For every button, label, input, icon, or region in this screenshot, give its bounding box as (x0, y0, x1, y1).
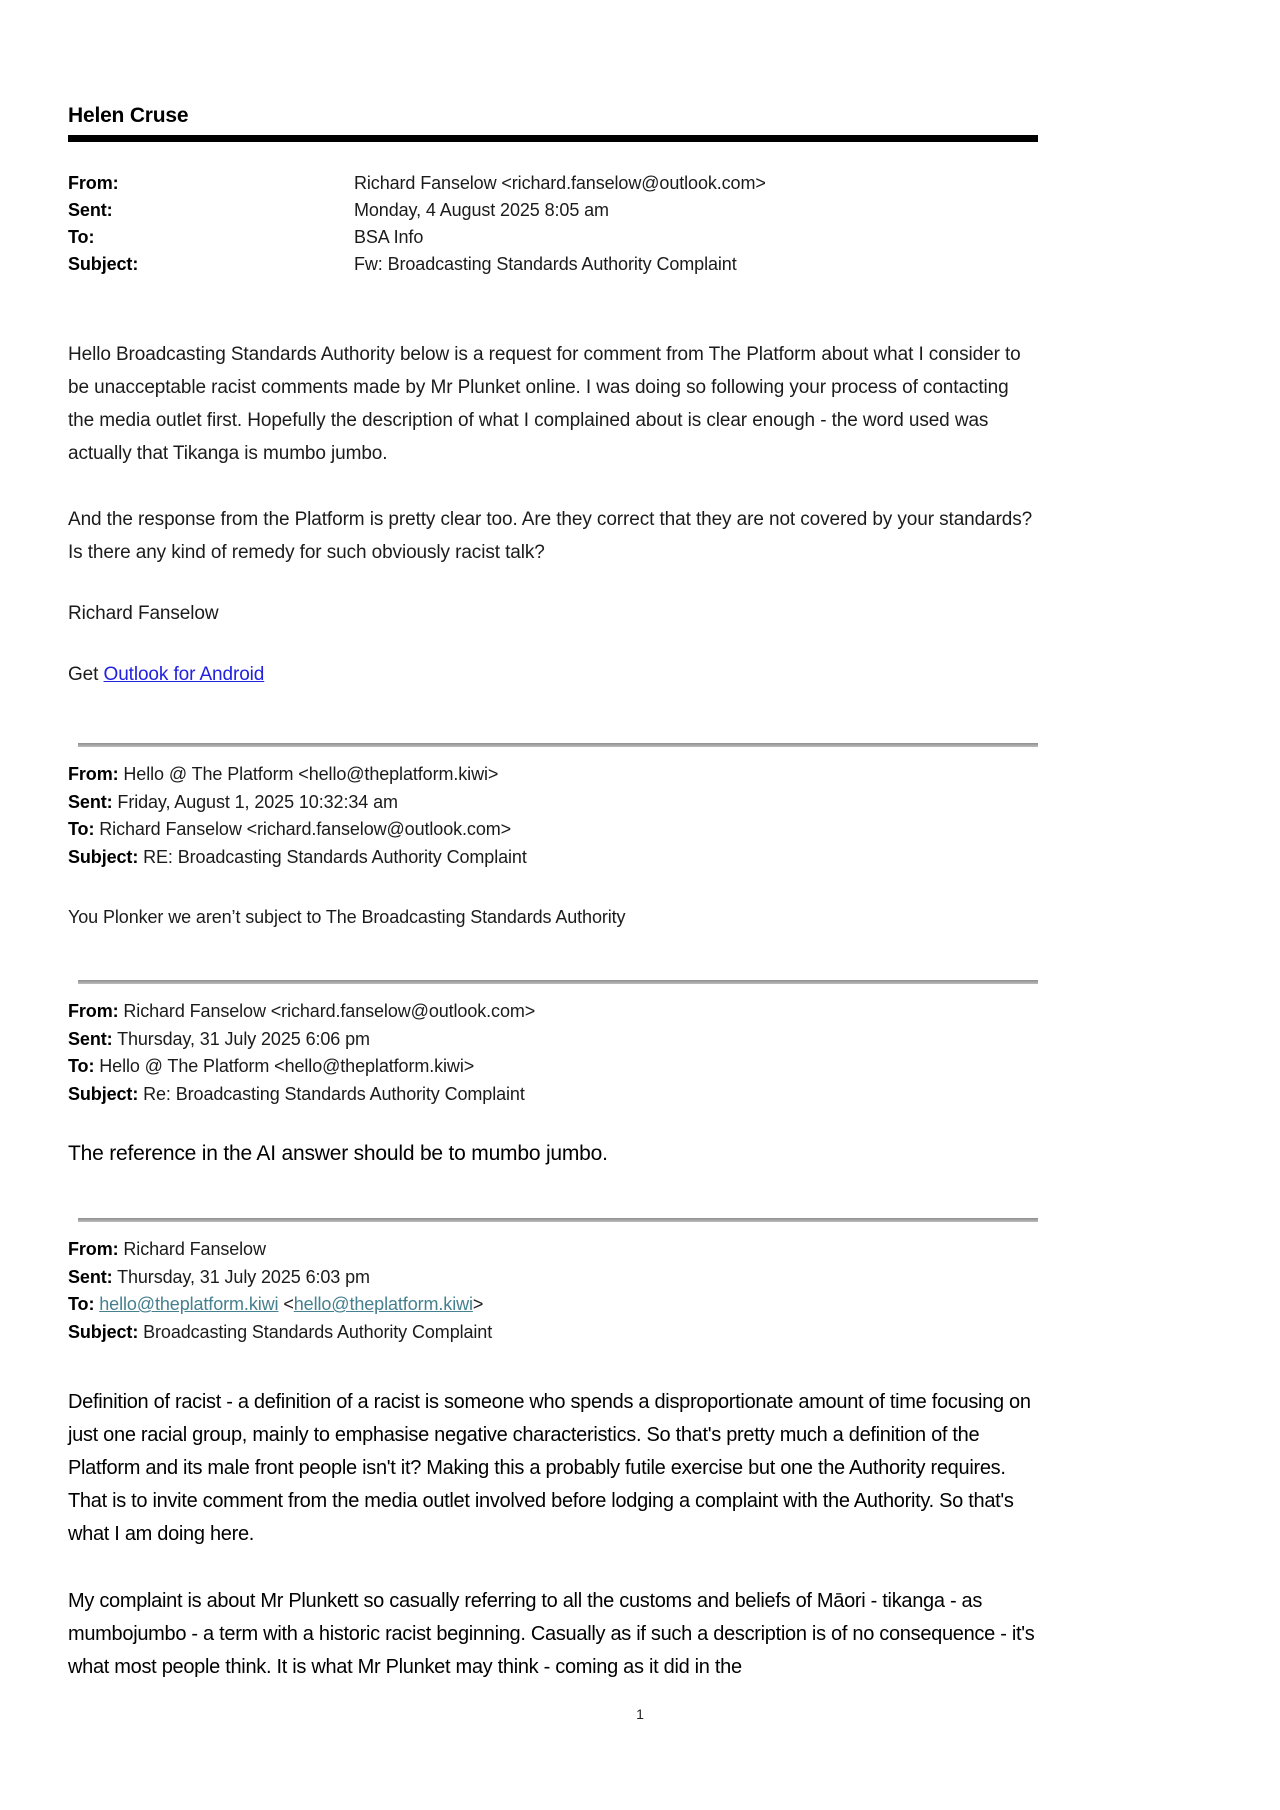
q1-sent-line (68, 789, 1038, 817)
q2-to-line (68, 1053, 1038, 1081)
q2-sent-value: Thursday, 31 July 2025 6:06 pm (117, 1028, 370, 1049)
header-row-from (68, 170, 1038, 197)
main-email-paragraph-1: Hello Broadcasting Standards Authority below is a request for comment from The Platform about what I consider to be unacceptable racist comments made by Mr Plunket online. I was doing so following your process of contacting the media outlet first. Hopefully the description of what I complained about is clear enough - the word used was actually that Tikanga is mumbo jumbo. (68, 344, 1021, 464)
q1-from-line (68, 761, 1038, 789)
page-number: 1 (636, 1706, 644, 1722)
q1-from-label: From: (68, 764, 119, 784)
signature: Richard Fanselow (68, 603, 219, 624)
main-email-headers (68, 170, 1038, 278)
q2-subject-value: Re: Broadcasting Standards Authority Complaint (143, 1083, 525, 1104)
subject-value: Fw: Broadcasting Standards Authority Complaint (354, 254, 737, 274)
q3-to-email-link-2[interactable]: hello@theplatform.kiwi (293, 1294, 473, 1314)
q3-sent-value: Thursday, 31 July 2025 6:03 pm (117, 1266, 370, 1287)
q2-subject-label: Subject: (68, 1083, 139, 1104)
quoted-email-2-headers (68, 998, 1038, 1108)
quoted-email-2-body: The reference in the AI answer should be to mumbo jumbo. (68, 1142, 608, 1165)
definition-paragraph: Definition of racist - a definition of a racist is someone who spends a disproportionate amount of time focusing on just one racial group, mainly to emphasise negative characteristics. So that's pretty much a definition of the Platform and its male front people isn't it? Making this a probably futile exercise but one the Authority requires. That is to invite comment from the media outlet involved before lodging a complaint with the Authority. So that's what I am doing here. (68, 1391, 1031, 1545)
to-label: To: (68, 227, 95, 247)
quoted-email-1-body: You Plonker we aren’t subject to The Broadcasting Standards Authority (68, 907, 626, 927)
q1-subject-value: RE: Broadcasting Standards Authority Complaint (143, 846, 527, 867)
q3-to-label: To: (68, 1294, 95, 1314)
q2-to-label: To: (68, 1056, 95, 1076)
q2-subject-line (68, 1081, 1038, 1109)
q3-sent-line (68, 1264, 1038, 1292)
to-value: BSA Info (354, 227, 424, 247)
q1-to-label: To: (68, 819, 95, 839)
q1-from-value: Hello @ The Platform <hello@theplatform.kiwi> (123, 764, 499, 784)
q2-from-line (68, 998, 1038, 1026)
message-divider-3 (78, 1218, 1038, 1222)
q2-from-label: From: (68, 1001, 119, 1021)
from-label: From: (68, 173, 119, 193)
q3-sent-label: Sent: (68, 1266, 113, 1287)
q3-to-email-link-1[interactable]: hello@theplatform.kiwi (99, 1294, 279, 1314)
q3-subject-value: Broadcasting Standards Authority Complaint (143, 1321, 493, 1342)
email-document (68, 104, 1038, 1684)
q2-to-value: Hello @ The Platform <hello@theplatform.kiwi> (99, 1056, 475, 1076)
header-row-sent (68, 197, 1038, 224)
q2-from-value: Richard Fanselow <richard.fanselow@outlook.com> (123, 1001, 536, 1021)
subject-label: Subject: (68, 254, 139, 274)
get-text: Get (68, 664, 99, 685)
sent-label: Sent: (68, 200, 113, 220)
q3-subject-line (68, 1319, 1038, 1347)
q3-to-bracket-close: > (472, 1294, 484, 1314)
sent-value: Monday, 4 August 2025 8:05 am (354, 200, 609, 220)
q2-sent-line (68, 1026, 1038, 1054)
quoted-email-1-headers (68, 761, 1038, 871)
main-email-paragraph-2: And the response from the Platform is pretty clear too. Are they correct that they are not covered by your standards? Is there any kind of remedy for such obviously racist talk? (68, 509, 1033, 563)
q1-to-line (68, 816, 1038, 844)
from-value: Richard Fanselow <richard.fanselow@outlook.com> (354, 173, 766, 193)
q1-subject-line (68, 844, 1038, 872)
complaint-paragraph: My complaint is about Mr Plunkett so casually referring to all the customs and beliefs of Māori - tikanga - as mumbojumbo - a term with a historic racist beginning. Casually as if such a description is of no consequence - it's what most people think. It is what Mr Plunket may think - coming as it did in the (68, 1590, 1035, 1678)
q3-to-bracket-open: < (283, 1294, 294, 1314)
q1-subject-label: Subject: (68, 846, 139, 867)
q2-sent-label: Sent: (68, 1028, 113, 1049)
quoted-email-3-headers (68, 1236, 1038, 1346)
q1-sent-value: Friday, August 1, 2025 10:32:34 am (117, 791, 398, 812)
q3-from-value: Richard Fanselow (123, 1239, 266, 1259)
q3-from-label: From: (68, 1239, 119, 1259)
q1-sent-label: Sent: (68, 791, 113, 812)
q3-from-line (68, 1236, 1038, 1264)
outlook-for-android-link[interactable]: Outlook for Android (103, 664, 265, 685)
message-divider-2 (78, 980, 1038, 984)
q3-subject-label: Subject: (68, 1321, 139, 1342)
q1-to-value: Richard Fanselow <richard.fanselow@outlook.com> (99, 819, 512, 839)
outlook-footer (68, 658, 1038, 691)
q3-to-line (68, 1291, 1038, 1319)
header-row-subject (68, 251, 1038, 278)
page-title: Helen Cruse (68, 104, 1038, 142)
message-divider-1 (78, 743, 1038, 747)
header-row-to (68, 224, 1038, 251)
